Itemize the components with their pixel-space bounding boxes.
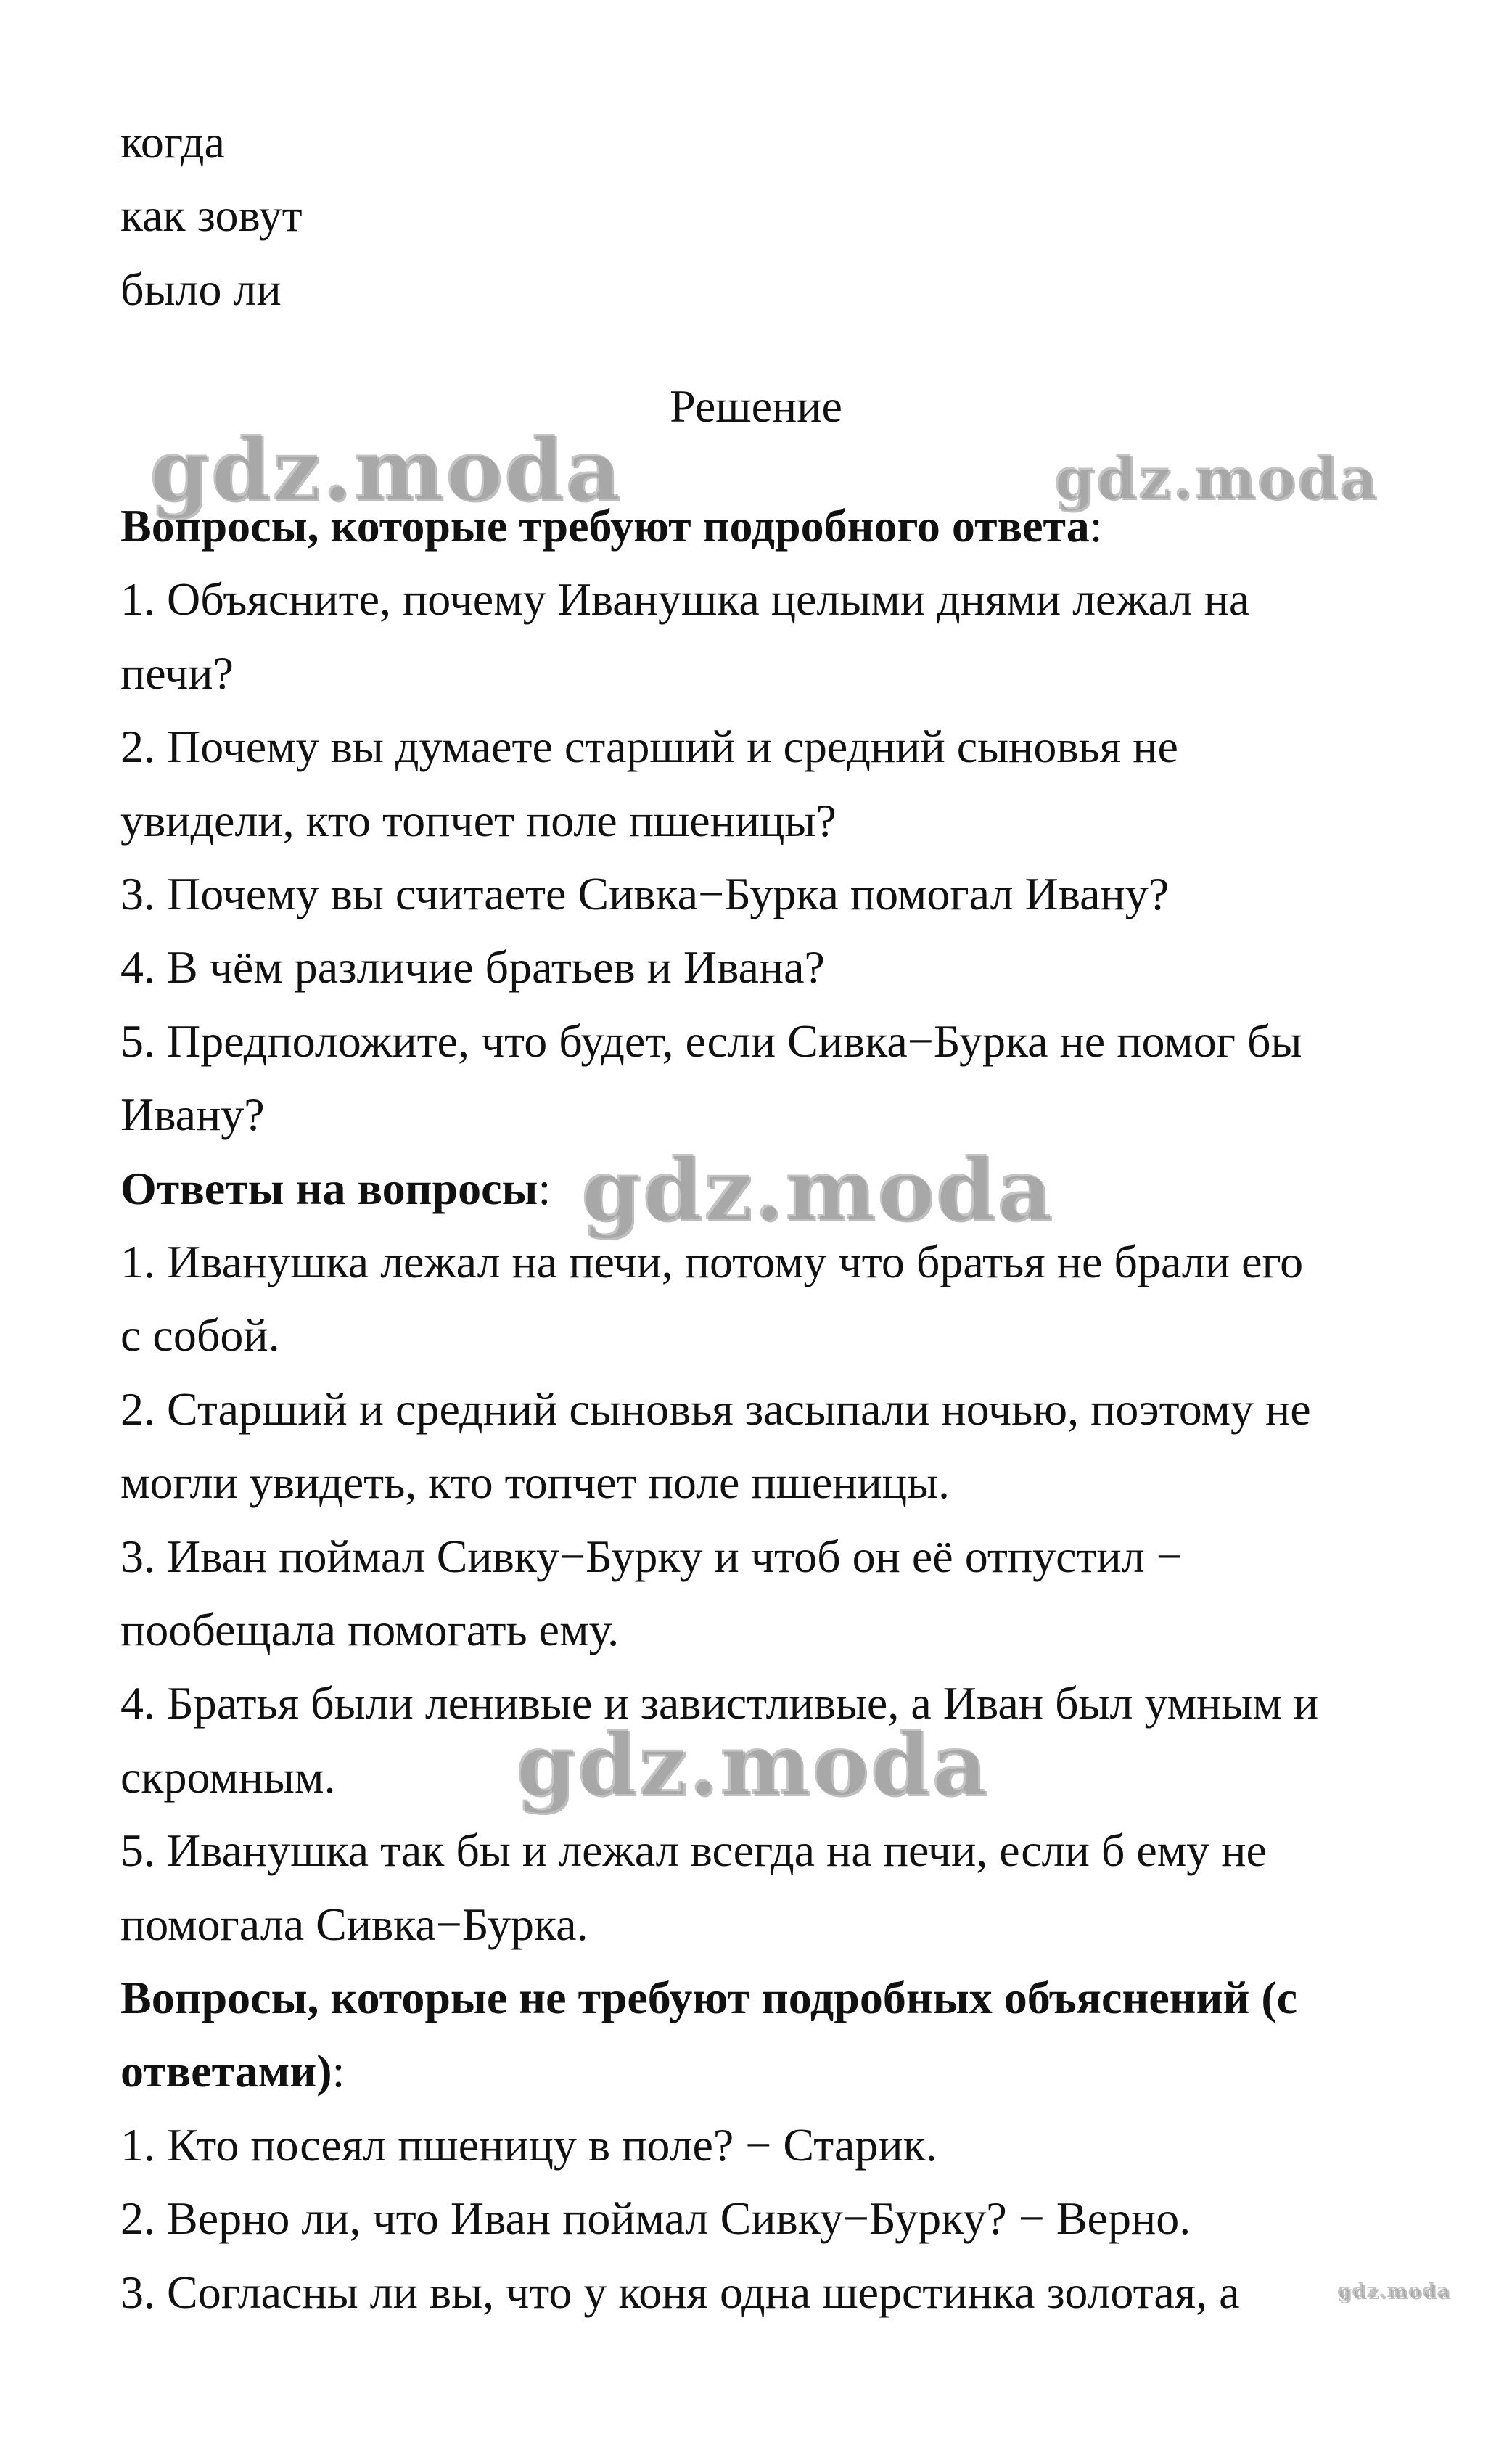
section1-line-3: 2. Почему вы думаете старший и средний сыновья не	[120, 721, 1178, 772]
section2-line-4: могли увидеть, кто топчет поле пшеницы.	[120, 1457, 950, 1508]
section2-line-1: 1. Иванушка лежал на печи, потому что братья не брали его	[120, 1236, 1304, 1287]
watermark-logo-1: gdz.moda	[149, 419, 622, 520]
section1-line-4: увидели, кто топчет поле пшеницы?	[120, 795, 837, 846]
watermark-logo-5: gdz.moda	[1337, 2280, 1451, 2302]
section2-line-5: 3. Иван поймал Сивку−Бурку и чтоб он её отпустил −	[120, 1531, 1183, 1582]
watermark-logo-3: gdz.moda	[580, 1139, 1053, 1240]
section1-title-colon: :	[1089, 500, 1103, 552]
section2-title	[120, 1163, 551, 1214]
section2-title-colon: :	[538, 1163, 551, 1214]
section2-line-3: 2. Старший и средний сыновья засыпали ночью, поэтому не	[120, 1383, 1311, 1435]
section3-line-1: 1. Кто посеял пшеницу в поле? − Старик.	[120, 2119, 937, 2171]
section1-title-text: Вопросы, которые требуют подробного ответа	[120, 500, 1090, 552]
section3-title-line-2-text: ответами)	[120, 2045, 332, 2097]
section3-title-line-2	[120, 2045, 345, 2097]
section2-line-2: с собой.	[120, 1309, 280, 1361]
section2-line-7: 4. Братья были ленивые и завистливые, а Иван был умным и	[120, 1677, 1319, 1729]
section1-title	[120, 500, 1103, 552]
section3-title-line-1: Вопросы, которые не требуют подробных объяснений (с	[120, 1972, 1298, 2023]
section1-line-8: Ивану?	[120, 1089, 265, 1140]
section1-line-1: 1. Объясните, почему Иванушка целыми днями лежал на	[120, 573, 1250, 625]
intro-line-1: когда	[120, 116, 225, 168]
solution-heading: Решение	[670, 380, 842, 432]
section1-line-6: 4. В чём различие братьев и Ивана?	[120, 941, 825, 993]
section2-title-text: Ответы на вопросы	[120, 1163, 538, 1214]
intro-line-3: было ли	[120, 263, 282, 315]
section2-line-9: 5. Иванушка так бы и лежал всегда на печи, если б ему не	[120, 1824, 1267, 1876]
section3-line-2: 2. Верно ли, что Иван поймал Сивку−Бурку? − Верно.	[120, 2192, 1191, 2244]
section3-line-3: 3. Согласны ли вы, что у коня одна шерстинка золотая, а	[120, 2266, 1240, 2318]
section2-line-6: пообещала помогать ему.	[120, 1604, 620, 1655]
intro-line-2: как зовут	[120, 189, 303, 241]
section3-title-colon: :	[332, 2045, 345, 2097]
section2-line-8: скромным.	[120, 1751, 336, 1803]
section2-line-10: помогала Сивка−Бурка.	[120, 1899, 588, 1950]
watermark-logo-4: gdz.moda	[515, 1713, 988, 1814]
section1-line-5: 3. Почему вы считаете Сивка−Бурка помогал Ивану?	[120, 868, 1170, 919]
section1-line-2: печи?	[120, 647, 234, 699]
section1-line-7: 5. Предположите, что будет, если Сивка−Бурка не помог бы	[120, 1015, 1302, 1067]
watermark-logo-2: gdz.moda	[1053, 443, 1378, 512]
